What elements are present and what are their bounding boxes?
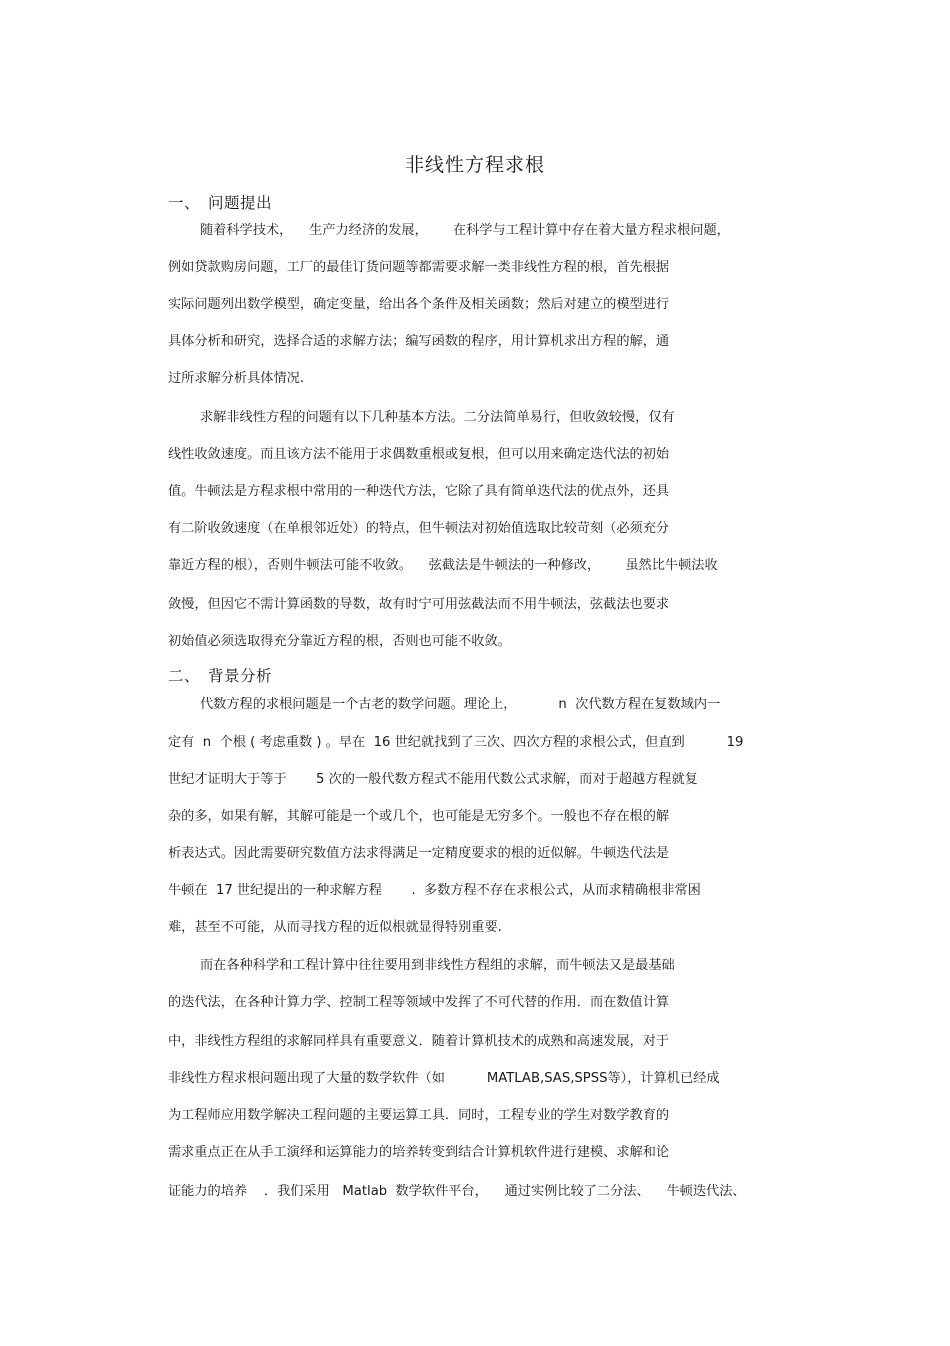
paragraph-line: 世纪才证明大于等于 5 次的一般代数方程式不能用代数公式求解，而对于超越方程就复 — [168, 772, 698, 787]
paragraph-line: 过所求解分析具体情况. — [168, 371, 305, 386]
paragraph-line: 定有 n 个根 ( 考虑重数 ) 。早在 16 世纪就找到了三次、四次方程的求根公式，但直到 19 — [168, 735, 744, 750]
paragraph-line: 中，非线性方程组的求解同样具有重要意义．随着计算机技术的成熟和高速发展，对于 — [168, 1034, 670, 1049]
paragraph-line: 初始值必须选取得充分靠近方程的根，否则也可能不收敛。 — [168, 634, 511, 649]
paragraph-line: 需求重点正在从手工演绎和运算能力的培养转变到结合计算机软件进行建模、求解和论 — [168, 1145, 670, 1160]
paragraph-line: 具体分析和研究，选择合适的求解方法；编写函数的程序，用计算机求出方程的解，通 — [168, 334, 670, 349]
section-title: 背景分析 — [208, 667, 273, 685]
paragraph-line: 线性收敛速度。而且该方法不能用于求偶数重根或复根，但可以用来确定迭代法的初始 — [168, 447, 670, 462]
section-title: 问题提出 — [208, 194, 273, 212]
paragraph-line: 杂的多，如果有解，其解可能是一个或几个，也可能是无穷多个。一般也不存在根的解 — [168, 809, 670, 824]
paragraph-line: 证能力的培养 ．我们采用 Matlab 数学软件平台， 通过实例比较了二分法、 牛顿迭代法、 — [168, 1184, 746, 1199]
section-heading-1 — [168, 191, 272, 213]
paragraph-line: 的迭代法，在各种计算力学、控制工程等领域中发挥了不可代替的作用．而在数值计算 — [168, 995, 670, 1010]
paragraph-line: 非线性方程求根问题出现了大量的数学软件（如 MATLAB,SAS,SPSS等），计算机已经成 — [168, 1071, 720, 1086]
paragraph-line: 为工程师应用数学解决工程问题的主要运算工具．同时，工程专业的学生对数学教育的 — [168, 1108, 670, 1123]
paragraph-line: 有二阶收敛速度（在单根邻近处）的特点，但牛顿法对初始值选取比较苛刻（必须充分 — [168, 521, 670, 536]
paragraph-line: 随着科学技术， 生产力经济的发展， 在科学与工程计算中存在着大量方程求根问题， — [200, 223, 730, 238]
paragraph-line: 难，甚至不可能，从而寻找方程的近似根就显得特别重要. — [168, 920, 502, 935]
paragraph-line: 实际问题列出数学模型，确定变量，给出各个条件及相关函数；然后对建立的模型进行 — [168, 297, 670, 312]
document-title: 非线性方程求根 — [404, 154, 545, 176]
section-number: 一、 — [168, 194, 201, 212]
paragraph-line: 值。牛顿法是方程求根中常用的一种迭代方法，它除了具有简单迭代法的优点外，还具 — [168, 484, 670, 499]
paragraph-line: 而在各种科学和工程计算中往往要用到非线性方程组的求解，而牛顿法又是最基础 — [200, 958, 675, 973]
paragraph-line: 敛慢，但因它不需计算函数的导数，故有时宁可用弦截法而不用牛顿法，弦截法也要求 — [168, 597, 670, 612]
paragraph-line: 求解非线性方程的问题有以下几种基本方法。二分法简单易行，但收敛较慢，仅有 — [200, 410, 675, 425]
paragraph-line: 牛顿在 17 世纪提出的一种求解方程 . 多数方程不存在求根公式，从而求精确根非常困 — [168, 883, 701, 898]
paragraph-line: 析表达式。因此需要研究数值方法求得满足一定精度要求的根的近似解。牛顿迭代法是 — [168, 846, 670, 861]
section-heading-2 — [168, 664, 272, 686]
paragraph-line: 代数方程的求根问题是一个古老的数学问题。理论上， n 次代数方程在复数域内一 — [200, 697, 721, 712]
section-number: 二、 — [168, 667, 201, 685]
paragraph-line: 例如贷款购房问题，工厂的最佳订货问题等都需要求解一类非线性方程的根，首先根据 — [168, 260, 670, 275]
paragraph-line: 靠近方程的根），否则牛顿法可能不收敛。 弦截法是牛顿法的一种修改， 虽然比牛顿法收 — [168, 558, 718, 573]
